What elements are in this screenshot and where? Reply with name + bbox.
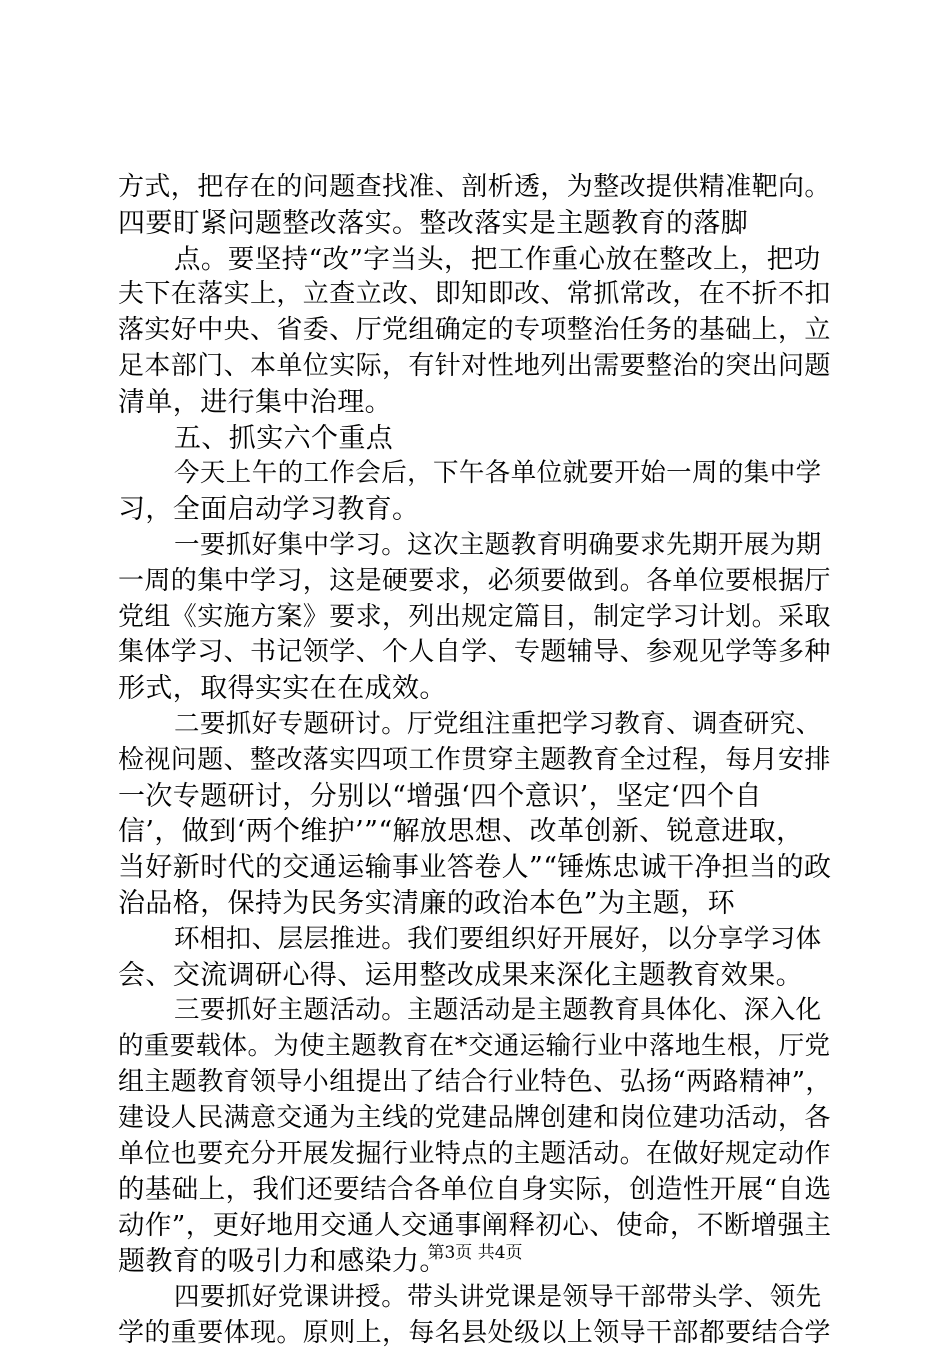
text-line: 五、抓实六个重点 <box>118 421 832 457</box>
text-line: 形式，取得实实在在成效。 <box>118 671 832 707</box>
text-line: 一要抓好集中学习。这次主题教育明确要求先期开展为期 <box>118 528 832 564</box>
text-line: 清单，进行集中治理。 <box>118 385 832 421</box>
text-line: 会、交流调研心得、运用整改成果来深化主题教育效果。 <box>118 958 832 994</box>
text-line: 一次专题研讨，分别以“增强‘四个意识’，坚定‘四个自 <box>118 779 832 815</box>
text-line: 检视问题、整改落实四项工作贯穿主题教育全过程，每月安排 <box>118 743 832 779</box>
text-line: 点。要坚持“改”字当头，把工作重心放在整改上，把功 <box>118 242 832 278</box>
text-line: 落实好中央、省委、厅党组确定的专项整治任务的基础上，立 <box>118 313 832 349</box>
text-line: 当好新时代的交通运输事业答卷人”“锤炼忠诚干净担当的政 <box>118 850 832 886</box>
text-line: 足本部门、本单位实际，有针对性地列出需要整治的突出问题 <box>118 349 832 385</box>
text-line: 四要盯紧问题整改落实。整改落实是主题教育的落脚 <box>118 206 832 242</box>
text-line: 集体学习、书记领学、个人自学、专题辅导、参观见学等多种 <box>118 635 832 671</box>
text-line: 习，全面启动学习教育。 <box>118 492 832 528</box>
text-line: 题教育的吸引力和感染力。 <box>118 1244 832 1280</box>
text-line: 的基础上，我们还要结合各单位自身实际，创造性开展“自选 <box>118 1172 832 1208</box>
text-line: 四要抓好党课讲授。带头讲党课是领导干部带头学、领先 <box>118 1280 832 1316</box>
text-line: 动作”，更好地用交通人交通事阐释初心、使命，不断增强主 <box>118 1208 832 1244</box>
text-line: 二要抓好专题研讨。厅党组注重把学习教育、调查研究、 <box>118 707 832 743</box>
text-line: 夫下在落实上，立查立改、即知即改、常抓常改，在不折不扣 <box>118 277 832 313</box>
text-line: 建设人民满意交通为主线的党建品牌创建和岗位建功活动，各 <box>118 1101 832 1137</box>
text-line: 单位也要充分开展发掘行业特点的主题活动。在做好规定动作 <box>118 1137 832 1173</box>
document-body <box>118 170 832 1351</box>
page-footer: 第3页 共4页 <box>0 1242 950 1264</box>
text-line: 一周的集中学习，这是硬要求，必须要做到。各单位要根据厅 <box>118 564 832 600</box>
text-line: 治品格，保持为民务实清廉的政治本色”为主题，环 <box>118 886 832 922</box>
text-line: 组主题教育领导小组提出了结合行业特色、弘扬“两路精神”， <box>118 1065 832 1101</box>
text-line: 的重要载体。为使主题教育在*交通运输行业中落地生根，厅党 <box>118 1029 832 1065</box>
text-line: 学的重要体现。原则上，每名县处级以上领导干部都要结合学 <box>118 1316 832 1351</box>
text-line: 方式，把存在的问题查找准、剖析透，为整改提供精准靶向。 <box>118 170 832 206</box>
text-line: 环相扣、层层推进。我们要组织好开展好，以分享学习体 <box>118 922 832 958</box>
text-line: 今天上午的工作会后，下午各单位就要开始一周的集中学 <box>118 456 832 492</box>
text-line: 党组《实施方案》要求，列出规定篇目，制定学习计划。采取 <box>118 600 832 636</box>
text-line: 三要抓好主题活动。主题活动是主题教育具体化、深入化 <box>118 993 832 1029</box>
text-line: 信’，做到‘两个维护’”“解放思想、改革创新、锐意进取， <box>118 814 832 850</box>
